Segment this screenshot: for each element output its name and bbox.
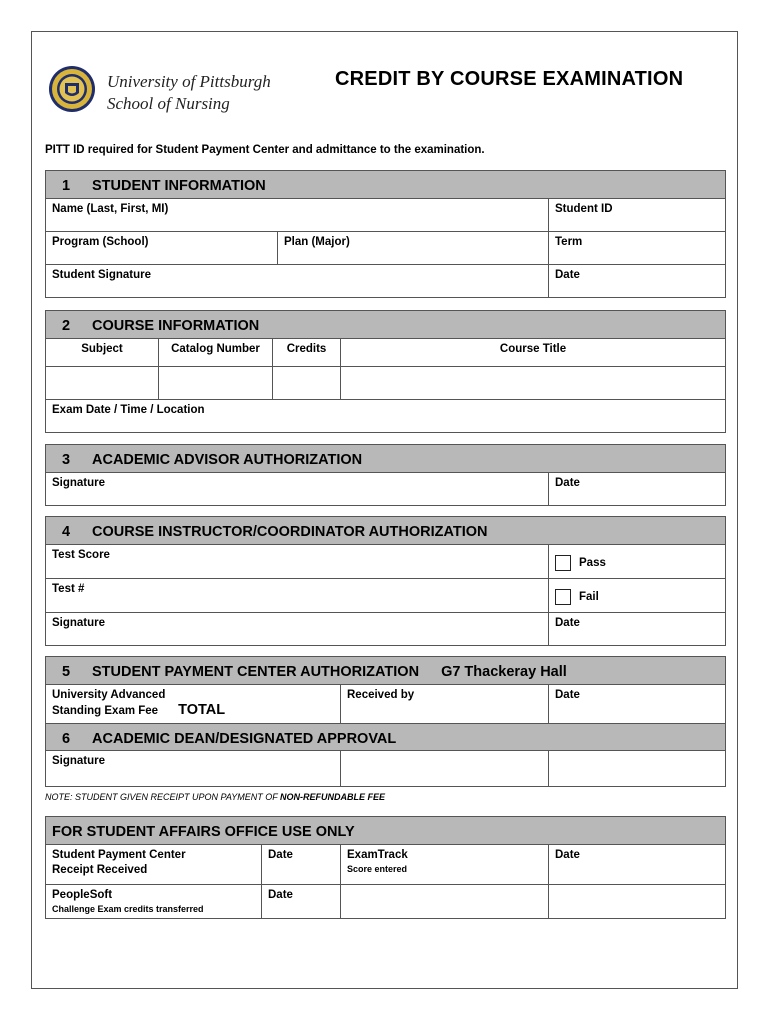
fee-label-line1: University Advanced bbox=[52, 689, 166, 701]
exam-fee-field[interactable] bbox=[46, 685, 341, 724]
section-header-5 bbox=[46, 657, 726, 685]
field-label: ExamTrack bbox=[347, 849, 408, 861]
office-use-header bbox=[46, 817, 726, 845]
field-sublabel: Score entered bbox=[347, 864, 408, 874]
fee-label-line2: Standing Exam Fee bbox=[52, 705, 159, 717]
field-label: Exam Date / Time / Location bbox=[52, 404, 205, 416]
instructor-signature-field[interactable] bbox=[46, 613, 549, 646]
exam-info-field[interactable] bbox=[46, 400, 726, 433]
plan-field[interactable] bbox=[278, 232, 549, 265]
field-label: Date bbox=[268, 889, 293, 901]
pass-option[interactable] bbox=[549, 545, 726, 579]
field-label: Signature bbox=[52, 477, 106, 489]
section-number: 5 bbox=[62, 664, 71, 680]
section-title: STUDENT PAYMENT CENTER AUTHORIZATION bbox=[92, 664, 420, 680]
payment-and-dean-section bbox=[45, 656, 726, 787]
subject-input[interactable] bbox=[46, 367, 159, 400]
payment-receipt-field[interactable] bbox=[46, 845, 262, 885]
advisor-date-field[interactable] bbox=[549, 473, 726, 506]
form-title: CREDIT BY COURSE EXAMINATION bbox=[335, 68, 684, 90]
section-title: COURSE INSTRUCTOR/COORDINATOR AUTHORIZATION bbox=[92, 524, 488, 540]
student-id-field[interactable] bbox=[549, 199, 726, 232]
field-label: Date bbox=[555, 269, 580, 281]
office-field-3[interactable] bbox=[341, 885, 549, 919]
instructor-date-field[interactable] bbox=[549, 613, 726, 646]
field-label: Date bbox=[555, 617, 580, 629]
section-header-3 bbox=[46, 445, 726, 473]
dean-field-2[interactable] bbox=[341, 751, 549, 787]
university-seal-logo bbox=[48, 65, 96, 113]
column-label: Catalog Number bbox=[171, 343, 260, 355]
fee-label-line2-row bbox=[52, 703, 334, 719]
course-information-section bbox=[45, 310, 726, 433]
credits-input[interactable] bbox=[273, 367, 341, 400]
pass-checkbox[interactable] bbox=[555, 555, 571, 571]
section-header-2 bbox=[46, 311, 726, 339]
advisor-authorization-section bbox=[45, 444, 726, 506]
received-by-field[interactable] bbox=[341, 685, 549, 724]
section-number: 3 bbox=[62, 452, 71, 468]
section-header-6 bbox=[46, 724, 726, 751]
term-field[interactable] bbox=[549, 232, 726, 265]
field-label: PeopleSoft bbox=[52, 889, 113, 901]
section-title: COURSE INFORMATION bbox=[92, 318, 260, 334]
field-label: Signature bbox=[52, 617, 106, 629]
subject-header bbox=[46, 339, 159, 367]
field-label: Signature bbox=[52, 755, 106, 767]
peoplesoft-date-field[interactable] bbox=[262, 885, 341, 919]
test-score-field[interactable] bbox=[46, 545, 549, 579]
pass-label: Pass bbox=[579, 557, 606, 569]
field-label: Test Score bbox=[52, 549, 110, 561]
field-label: Student ID bbox=[555, 203, 613, 215]
section-title: ACADEMIC ADVISOR AUTHORIZATION bbox=[92, 452, 363, 468]
university-line: University of Pittsburgh bbox=[107, 72, 271, 91]
column-label: Credits bbox=[286, 343, 327, 355]
refund-note bbox=[45, 792, 385, 802]
catalog-number-input[interactable] bbox=[159, 367, 273, 400]
field-label: Program (School) bbox=[52, 236, 149, 248]
column-label: Subject bbox=[81, 343, 123, 355]
receipt-date-field[interactable] bbox=[262, 845, 341, 885]
school-line: School of Nursing bbox=[107, 94, 230, 113]
field-label: Receipt Received bbox=[52, 864, 148, 876]
field-label: Term bbox=[555, 236, 583, 248]
field-label: Date bbox=[555, 849, 580, 861]
name-field[interactable] bbox=[46, 199, 549, 232]
field-label: Plan (Major) bbox=[284, 236, 350, 248]
field-label: Test # bbox=[52, 583, 85, 595]
note-emphasis: NON-REFUNDABLE FEE bbox=[280, 792, 386, 802]
payment-center-location: G7 Thackeray Hall bbox=[441, 664, 567, 680]
student-information-section bbox=[45, 170, 726, 298]
student-signature-field[interactable] bbox=[46, 265, 549, 298]
section-number: 6 bbox=[62, 730, 71, 747]
total-label: TOTAL bbox=[178, 702, 226, 718]
examtrack-field[interactable] bbox=[341, 845, 549, 885]
column-label: Course Title bbox=[499, 343, 567, 355]
office-use-section bbox=[45, 816, 726, 919]
section-title: ACADEMIC DEAN/DESIGNATED APPROVAL bbox=[92, 730, 397, 747]
program-field[interactable] bbox=[46, 232, 278, 265]
date-field[interactable] bbox=[549, 265, 726, 298]
section-number: 2 bbox=[62, 318, 71, 334]
office-field-4[interactable] bbox=[549, 885, 726, 919]
field-label: Student Signature bbox=[52, 269, 152, 281]
section-title: FOR STUDENT AFFAIRS OFFICE USE ONLY bbox=[52, 824, 355, 840]
examtrack-date-field[interactable] bbox=[549, 845, 726, 885]
pitt-id-note: PITT ID required for Student Payment Center and admittance to the examination. bbox=[45, 144, 485, 156]
field-label: Date bbox=[555, 689, 580, 701]
fail-option[interactable] bbox=[549, 579, 726, 613]
dean-field-3[interactable] bbox=[549, 751, 726, 787]
catalog-number-header bbox=[159, 339, 273, 367]
section-header-4 bbox=[46, 517, 726, 545]
field-label: Date bbox=[555, 477, 580, 489]
section-number: 1 bbox=[62, 178, 71, 194]
test-number-field[interactable] bbox=[46, 579, 549, 613]
section-title: STUDENT INFORMATION bbox=[92, 178, 266, 194]
payment-date-field[interactable] bbox=[549, 685, 726, 724]
course-title-input[interactable] bbox=[341, 367, 726, 400]
field-label: Date bbox=[268, 849, 293, 861]
field-label: Student Payment Center bbox=[52, 849, 186, 861]
section-number: 4 bbox=[62, 524, 71, 540]
fail-checkbox[interactable] bbox=[555, 589, 571, 605]
field-label: Received by bbox=[347, 689, 415, 701]
dean-signature-field[interactable] bbox=[46, 751, 341, 787]
note-text: NOTE: STUDENT GIVEN RECEIPT UPON PAYMENT OF bbox=[45, 792, 281, 802]
university-name bbox=[107, 71, 271, 115]
fail-label: Fail bbox=[579, 591, 599, 603]
field-label: Name (Last, First, MI) bbox=[52, 203, 169, 215]
peoplesoft-field[interactable] bbox=[46, 885, 262, 919]
credits-header bbox=[273, 339, 341, 367]
advisor-signature-field[interactable] bbox=[46, 473, 549, 506]
instructor-authorization-section bbox=[45, 516, 726, 646]
field-sublabel: Challenge Exam credits transferred bbox=[52, 904, 204, 914]
section-header-1 bbox=[46, 171, 726, 199]
course-title-header bbox=[341, 339, 726, 367]
